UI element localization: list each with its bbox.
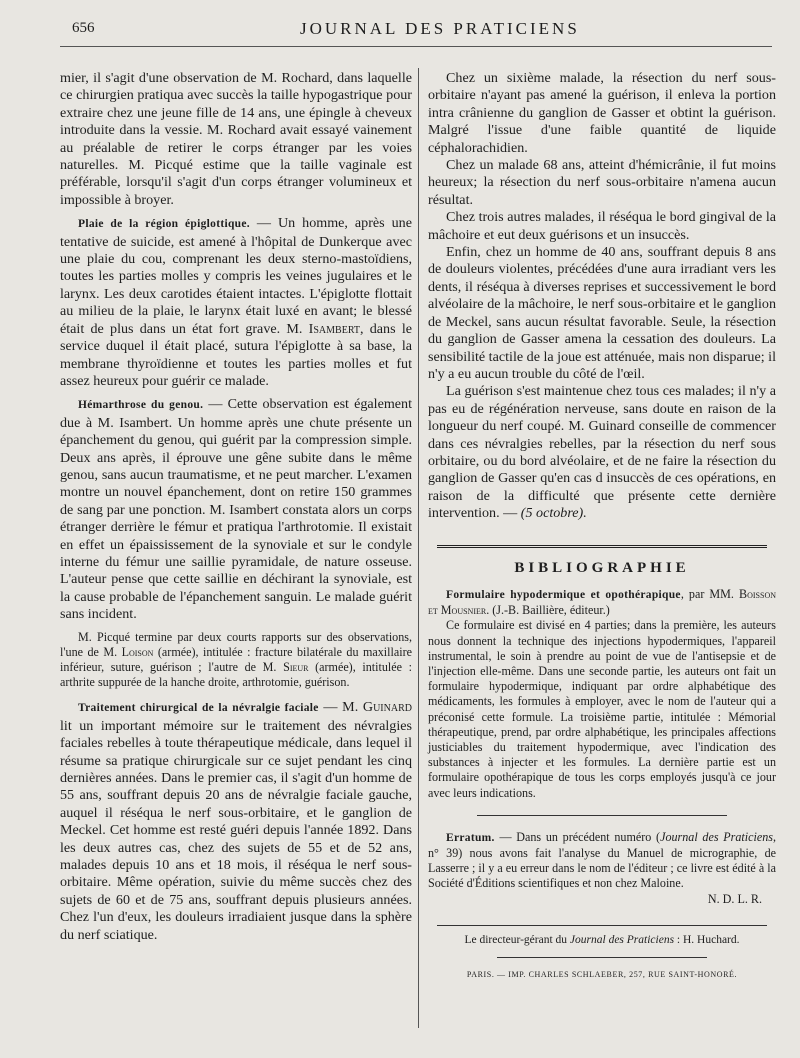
- bibliographie-heading: BIBLIOGRAPHIE: [514, 559, 690, 576]
- imprint: PARIS. — IMP. CHARLES SCHLAEBER, 257, RUE SAINT-HONORÉ.: [466, 970, 738, 980]
- book-authors: Boisson et Mousnier.: [428, 586, 776, 618]
- paragraph-enfin: Enfin, chez un homme de 40 ans, souffrant depuis 8 ans de douleurs violentes, précédées d'une aura irradiant vers les dents, il réséqua à diverses reprises et successivement le bord alvéolaire de la mâchoire, le nerf sous-orbitaire et le ganglion de Meckel, sans aucun résultat favorable. Seule, la résection du ganglion de Gasser amena la cessation des douleurs. La sensibilité tactile de la joue est atténuée, mais non disparue; il n'y a eu aucun trouble du côté de l'œil.: [428, 244, 776, 382]
- paragraph-plaie: Plaie de la région épiglottique. — Un homme, après une tentative de suicide, est amené à l'hôpital de Dunkerque avec une plaie du cou, comprenant les deux sterno-mastoïdiens, toutes les parties molles y compris les veines jugulaires et le larynx. Les deux carotides étaient intactes. L'épiglotte flottait au milieu de la plaie, le larynx était luxé en avant; le blessé était de plus dans un état fort grave. M. Isambert, dans le service duquel il était placé, sutura l'épiglotte à sa base, la membrane thyroïdienne et toutes les parties molles et fut assez heureux pour guérir ce malade.: [60, 215, 412, 389]
- running-head: JOURNAL DES PRATICIENS: [300, 19, 580, 38]
- paragraph-guerison: La guérison s'est maintenue chez tous ces malades; il n'y a pas eu de régénération nerveuse, sans doute en raison de la longueur du nerf coupé. M. Guinard conseille de commencer dans ces névralgies rebelles, par la résection du nerf sous orbitaire, ou du bord alvéolaire, et de ne faire la résection du ganglion de Gasser qu'en cas d insuccès de ces opérations, en raison de la difficulté que présente cette dernière intervention. — (5 octobre).: [428, 383, 776, 522]
- right-column: [428, 70, 776, 984]
- divider: [477, 815, 727, 816]
- section-title-plaie: Plaie de la région épiglottique.: [78, 218, 250, 231]
- book-review: Formulaire hypodermique et opothérapique, par MM. Boisson et Mousnier. (J.-B. Baillière, éditeur.): [428, 586, 776, 618]
- page-number: 656: [72, 20, 95, 36]
- book-title: Formulaire hypodermique et opothérapique: [446, 588, 681, 601]
- date: (5 octobre).: [520, 505, 587, 522]
- paragraph-nevralgie: Traitement chirurgical de la névralgie faciale — M. Guinard lit un important mémoire sur le traitement des névralgies faciales rebelles à toute thérapeutique médicale, dans lequel il résume sa pratique chirurgicale sur ce sujet pendant les cinq dernières années. Dans le premier cas, il s'agit d'un homme de 55 ans, souffrant depuis 20 ans de névralgie faciale gauche, auquel il réséqua le nerf sous-orbitaire, et le ganglion de Meckel. Cet homme est resté guéri depuis l'année 1892. Dans les deux autres cas, chez des sujets de 55 et de 52 ans, malades depuis 10 ans et 18 mois, il réséqua le nerf sous-orbitaire. Même opération, suivie du même succès chez des sujets de 60 et de 75 ans, souffrant depuis plusieurs années. Chez l'un d'eux, les douleurs irradiaient jusque dans la sphère du nerf sciatique.: [60, 699, 412, 943]
- column-divider: [418, 68, 419, 1028]
- left-column: [60, 70, 412, 944]
- author-name: Isambert: [308, 320, 360, 337]
- director-line: Le directeur-gérant du Journal des Praticiens : H. Huchard.: [464, 933, 740, 946]
- book-review-text: Ce formulaire est divisé en 4 parties; dans la première, les auteurs nous donnent la technique des injections hypodermiques, l'appareil instrumental, le soin à prendre au point de vue de l'antisepsie et de l'injection elle-même. Dans une seconde partie, les auteurs ont fait un formulaire hypodermique, indiquant par ordre alphabétique des médicaments, les formules à employer, avec le nom de l'auteur qui a préconisé cette formule. La troisième partie, intitulée : Mémorial thérapeutique, prend, par ordre alphabétique, les principales affections justiciables du traitement hypodermique, avec l'indication des substances à injecter et les formules. La dernière partie est un formulaire opothérapique de tous les corps employés jusqu'à ce jour avec leurs indications.: [428, 618, 776, 800]
- paragraph-rochard: mier, il s'agit d'une observation de M. Rochard, dans laquelle ce chirurgien pratiqua avec succès la taille hypogastrique pour extraire chez une jeune fille de 14 ans, une épingle à cheveux introduite dans la vessie. M. Rochard avait essayé vainement au préalable de retirer le corps étranger par les voies naturelles. M. Picqué estime que la taille vaginale est préférable, lorsqu'il s'agit d'un corps étranger volumineux et impossible à broyer.: [60, 70, 412, 208]
- author-name: M. Guinard: [342, 699, 412, 716]
- divider: [437, 925, 767, 926]
- paragraph-sixieme: Chez un sixième malade, la résection du nerf sous-orbitaire n'ayant pas amené la guérison, il enleva la portion intra crânienne du ganglion de Gasser et obtint la guérison. Malgré l'issue d'une faible quantité de liquide céphalorachidien.: [428, 70, 776, 156]
- header-rule: [60, 46, 772, 47]
- section-title-hemarthrose: Hémarthrose du genou.: [78, 399, 204, 412]
- section-title-nevralgie: Traitement chirurgical de la névralgie faciale: [78, 702, 319, 715]
- author-name: Loison: [121, 644, 154, 659]
- erratum-title: Erratum.: [446, 831, 495, 844]
- divider: [497, 957, 707, 958]
- paragraph-rapports: M. Picqué termine par deux courts rapports sur des observations, l'une de M. Loison (armée), intitulée : fracture bilatérale du maxillaire inférieur, suture, guérison ; l'autre de M. Sieur (armée), intitulée : arthrite suppurée de la hanche droite, arthrotomie, guérison.: [60, 629, 412, 690]
- author-name: Sieur: [283, 660, 309, 674]
- erratum-signature: N. D. L. R.: [707, 891, 762, 906]
- paragraph-trois-malades: Chez trois autres malades, il réséqua le bord gingival de la mâchoire et eut deux guérisons et un insuccès.: [428, 209, 776, 243]
- paragraph-hemarthrose: Hémarthrose du genou. — Cette observation est également due à M. Isambert. Un homme après une chute présente un épanchement du genou, qui guérit par la compression simple. Deux ans après, il éprouve une gêne subite dans le même genou, sans aucun traumatisme, et ne peut marcher. L'examen montre un nouvel épanchement, dont on retire 150 grammes de sang par une ponction. M. Isambert constata alors un corps étranger derrière le fémur et pratiqua l'arthrotomie. Il existait en effet un épaississement de la synoviale et sur le condyle interne du fémur une saillie pyramidale, de nature osseuse. L'auteur pense que cette saillie en déchirant la synoviale, est la cause probable de l'épanchement sanguin. Le malade guérit sans incident.: [60, 396, 413, 623]
- section-divider: [437, 545, 767, 550]
- paragraph-hemicranie: Chez un malade 68 ans, atteint d'hémicrânie, il fut moins heureux; la résection du nerf sous-orbitaire n'amena aucun résultat.: [428, 157, 776, 208]
- erratum: Erratum. — Dans un précédent numéro (Journal des Praticiens, n° 39) nous avons fait l'analyse du Manuel de micrographie, de Lasserre ; il y a eu erreur dans le nom de l'éditeur ; ce livre est édité à la Société d'Éditions scientifiques et non chez Maloine.: [428, 829, 777, 891]
